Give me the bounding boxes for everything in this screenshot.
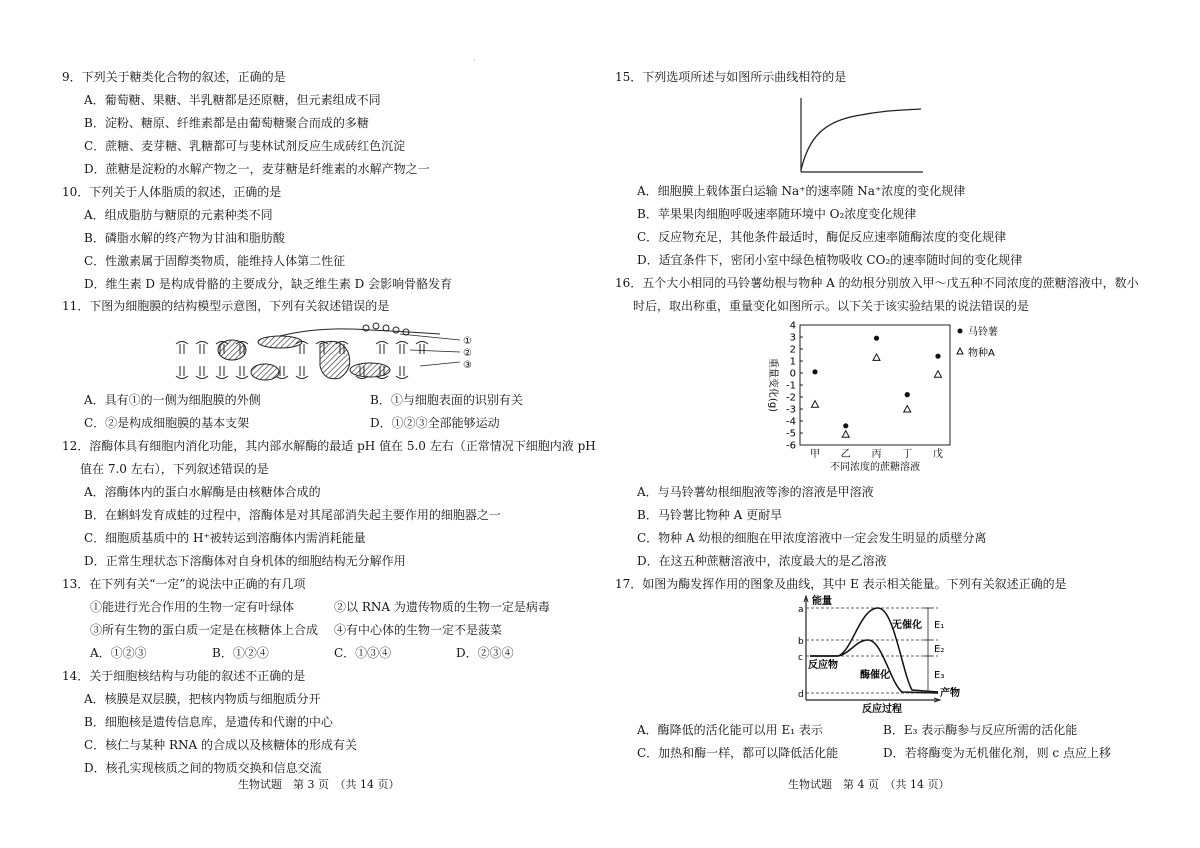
q13-option-a: A．①②③ (90, 646, 147, 660)
legend-label-potato: 马铃薯 (968, 327, 998, 338)
x-tick-label: 丁 (902, 449, 913, 460)
product-label: 产物 (940, 688, 960, 699)
y-tick-label: -6 (786, 440, 796, 452)
saturation-curve (801, 109, 921, 170)
q11-stem: 11．下图为细胞膜的结构模型示意图，下列有关叙述错误的是 (62, 299, 390, 313)
species-a-point (812, 401, 819, 408)
legend-marker-species-a (957, 348, 963, 354)
label-3: ③ (463, 360, 472, 371)
x-tick-label: 乙 (840, 449, 851, 460)
plot-frame (800, 325, 950, 445)
legend (957, 325, 998, 359)
q16-option-d: D．在这五种蔗糖溶液中，浓度最大的是乙溶液 (637, 554, 887, 568)
process-label: 反应过程 (862, 704, 902, 714)
q12-stem-line1: 12．溶酶体具有细胞内消化功能，其内部水解酶的最适 pH 值在 5.0 左右（正常情况下细胞内液 pH (62, 439, 596, 453)
level-d: d (798, 690, 804, 700)
q17-option-c: C．加热和酶一样，都可以降低活化能 (637, 746, 839, 760)
q10-option-d: D．维生素 D 是构成骨骼的主要成分，缺乏维生素 D 会影响骨骼发育 (84, 277, 453, 291)
energy-label: 能量 (812, 596, 832, 607)
reactant-label: 反应物 (808, 660, 838, 671)
q11-option-d: D．①②③全部能够运动 (370, 416, 500, 430)
e1-label: E₁ (934, 620, 945, 631)
q15-option-b: B．苹果果肉细胞呼吸速率随环境中 O₂浓度变化规律 (637, 207, 917, 221)
legend-marker-potato (958, 329, 963, 334)
page-footer: 生物试题 第 4 页 （共 14 页） (788, 778, 950, 791)
y-axis-label: 重量变化(g) (767, 357, 778, 413)
q9-option-d: D．蔗糖是淀粉的水解产物之一，麦芽糖是纤维素的水解产物之一 (84, 162, 430, 176)
saturation-curve-chart (795, 96, 925, 176)
q16-option-c: C．物种 A 幼根的细胞在甲浓度溶液中一定会发生明显的质壁分离 (637, 531, 987, 545)
weight-change-chart (760, 318, 1000, 478)
q14-option-b: B．细胞核是遗传信息库，是遗传和代谢的中心 (84, 715, 333, 729)
species-a-point (904, 406, 911, 413)
x-tick-label: 甲 (810, 449, 820, 460)
legend-label-species-a: 物种A (968, 348, 995, 359)
q15-stem: 15．下列选项所述与如图所示曲线相符的是 (615, 70, 847, 84)
x-tick-label: 丙 (871, 449, 882, 460)
y-tick-label: -4 (786, 416, 796, 428)
catalyzed-label: 酶催化 (860, 670, 890, 681)
q11-option-c: C．②是构成细胞膜的基本支架 (84, 416, 250, 430)
q15-option-c: C．反应物充足，其他条件最适时，酶促反应速率随酶浓度的变化规律 (637, 230, 1007, 244)
species-a-point (935, 371, 942, 378)
q9-option-c: C．蔗糖、麦芽糖、乳糖都可与斐林试剂反应生成砖红色沉淀 (84, 139, 406, 153)
q14-stem: 14．关于细胞核结构与功能的叙述不正确的是 (62, 669, 306, 683)
label-2: ② (463, 348, 472, 359)
q14-option-d: D．核孔实现核质之间的物质交换和信息交流 (84, 761, 322, 775)
q11-option-b: B．①与细胞表面的识别有关 (370, 393, 523, 407)
q16-stem-line1: 16．五个大小相同的马铃薯幼根与物种 A 的幼根分别放入甲～戊五种不同浓度的蔗糖溶液中，数小 (615, 276, 1139, 290)
q16-option-a: A．与马铃薯幼根细胞液等渗的溶液是甲溶液 (637, 485, 874, 499)
y-tick-label: 4 (789, 320, 796, 332)
e2-label: E₂ (934, 644, 945, 655)
species-a-point (873, 354, 880, 361)
level-b: b (798, 637, 804, 647)
y-tick-label: -2 (786, 392, 796, 404)
q15-option-a: A．细胞膜上载体蛋白运输 Na⁺的速率随 Na⁺浓度的变化规律 (637, 184, 966, 198)
page-mark: · (473, 56, 476, 65)
q11-option-a: A．具有①的一侧为细胞膜的外侧 (84, 393, 261, 407)
e3-label: E₃ (934, 670, 945, 681)
glycocalyx (280, 323, 440, 336)
q12-option-d: D．正常生理状态下溶酶体对自身机体的细胞结构无分解作用 (84, 554, 406, 568)
y-tick-label: 1 (789, 356, 796, 368)
q10-option-a: A．组成脂肪与糖原的元素种类不同 (84, 208, 273, 222)
q12-stem-line2: 值在 7.0 左右），下列叙述错误的是 (80, 462, 269, 476)
q10-option-b: B．磷脂水解的终产物为甘油和脂肪酸 (84, 231, 285, 245)
x-axis-label: 不同浓度的蔗糖溶液 (830, 462, 920, 473)
label-leaders (400, 334, 460, 366)
uncatalyzed-label: 无催化 (892, 620, 922, 631)
enzyme-energy-diagram (790, 592, 970, 714)
q13-statement-2: ②以 RNA 为遗传物质的生物一定是病毒 (334, 600, 550, 614)
q13-option-c: C．①③④ (334, 646, 392, 660)
q16-option-b: B．马铃薯比物种 A 更耐旱 (637, 508, 783, 522)
right-page (600, 0, 1200, 848)
q13-stem: 13．在下列有关“一定”的说法中正确的有几项 (62, 577, 306, 591)
potato-point (874, 336, 879, 341)
q15-option-d: D．适宜条件下，密闭小室中绿色植物吸收 CO₂的速率随时间的变化规律 (637, 253, 1023, 267)
potato-point (843, 423, 848, 428)
y-tick-label: 2 (789, 344, 796, 356)
y-tick-label: 3 (789, 332, 796, 344)
q12-option-c: C．细胞质基质中的 H⁺被转运到溶酶体内需消耗能量 (84, 531, 366, 545)
x-tick-label: 戊 (933, 449, 943, 460)
q9-option-b: B．淀粉、糖原、纤维素都是由葡萄糖聚合而成的多糖 (84, 116, 369, 130)
y-tick-label: -5 (786, 428, 796, 440)
q16-stem-line2: 时后，取出称重，重量变化如图所示。以下关于该实验结果的说法错误的是 (633, 299, 1030, 313)
potato-point (905, 392, 910, 397)
q13-statement-4: ④有中心体的生物一定不是菠菜 (334, 623, 503, 637)
q13-option-d: D．②③④ (456, 646, 514, 660)
y-tick-label: -3 (786, 404, 796, 416)
potato-point (812, 369, 817, 374)
q17-option-d: D．若将酶变为无机催化剂，则 c 点应上移 (883, 746, 1111, 760)
q14-option-a: A．核膜是双层膜，把核内物质与细胞质分开 (84, 692, 321, 706)
q17-option-a: A．酶降低的活化能可以用 E₁ 表示 (637, 723, 823, 737)
q12-option-b: B．在蝌蚪发育成蛙的过程中，溶酶体是对其尾部消失起主要作用的细胞器之一 (84, 508, 501, 522)
species-a-point (842, 431, 849, 438)
page-footer: 生物试题 第 3 页 （共 14 页） (238, 778, 400, 791)
q13-statement-1: ①能进行光合作用的生物一定有叶绿体 (90, 600, 295, 614)
potato-point (935, 354, 940, 359)
q13-option-b: B．①②④ (212, 646, 269, 660)
label-1: ① (463, 336, 472, 347)
q12-option-a: A．溶酶体内的蛋白水解酶是由核糖体合成的 (84, 485, 321, 499)
q17-stem: 17．如图为酶发挥作用的图象及曲线，其中 E 表示相关能量。下列有关叙述正确的是 (615, 577, 1067, 591)
q17-option-b: B．E₃ 表示酶参与反应所需的活化能 (883, 723, 1078, 737)
membrane-diagram (170, 322, 500, 388)
y-tick-label: 0 (789, 368, 796, 380)
q10-option-c: C．性激素属于固醇类物质，能维持人体第二性征 (84, 254, 346, 268)
q10-stem: 10．下列关于人体脂质的叙述，正确的是 (62, 185, 282, 199)
q14-option-c: C．核仁与某种 RNA 的合成以及核糖体的形成有关 (84, 738, 358, 752)
y-tick-label: -1 (786, 380, 796, 392)
level-a: a (798, 605, 804, 615)
q9-option-a: A．葡萄糖、果糖、半乳糖都是还原糖，但元素组成不同 (84, 93, 381, 107)
q9-stem: 9．下列关于糖类化合物的叙述，正确的是 (62, 70, 286, 84)
level-c: c (798, 653, 803, 663)
q13-statement-3: ③所有生物的蛋白质一定是在核糖体上合成 (90, 623, 319, 637)
